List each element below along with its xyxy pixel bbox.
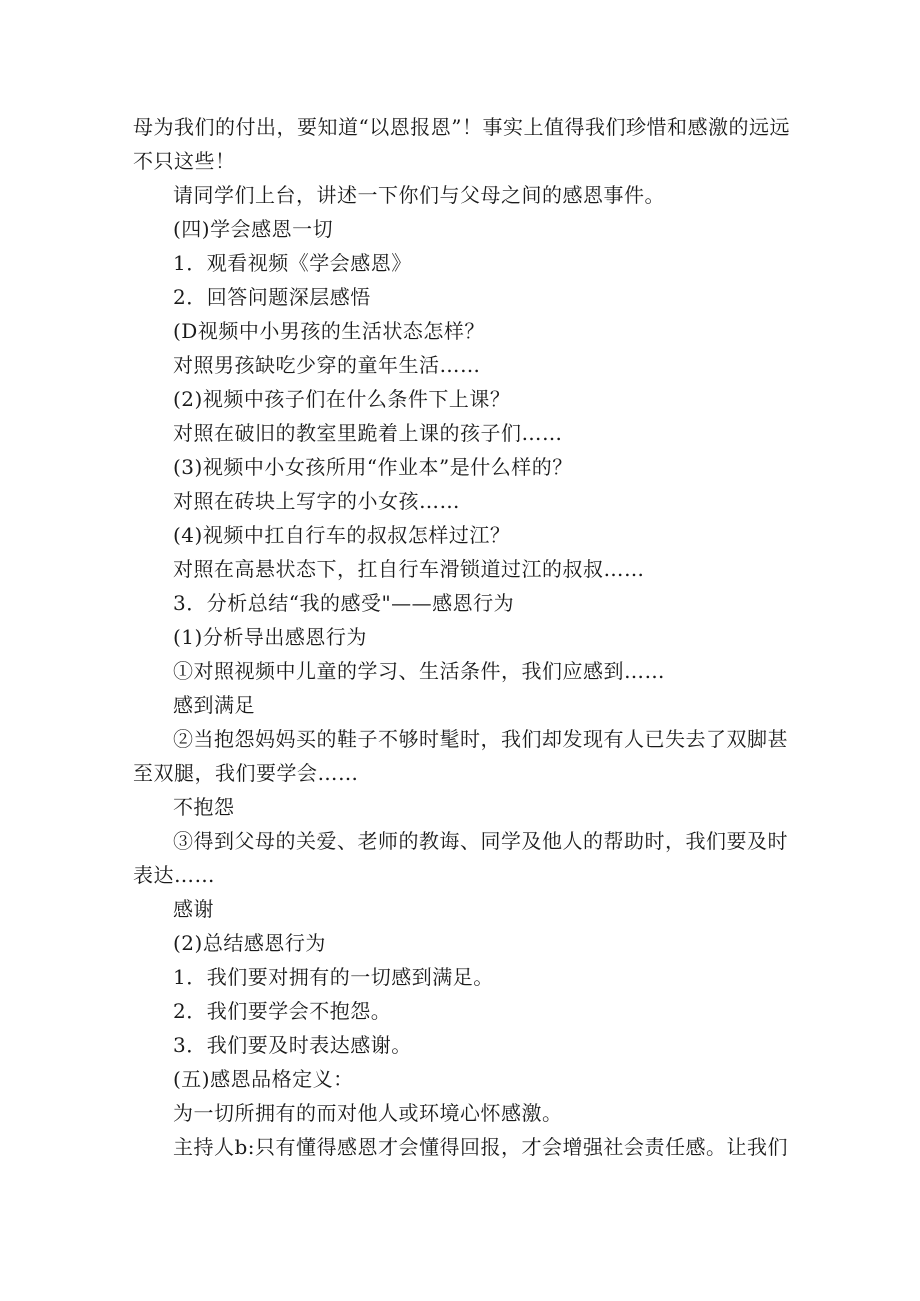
text-line: (3)视频中小女孩所用“作业本”是什么样的？	[173, 455, 573, 479]
text-line: 1．我们要对拥有的一切感到满足。	[173, 965, 494, 989]
text-line: 感谢	[173, 897, 214, 921]
text-line: ①对照视频中儿童的学习、生活条件，我们应感到……	[173, 659, 665, 683]
text-line: (4)视频中扛自行车的叔叔怎样过江？	[173, 523, 511, 547]
text-line: 对照在高悬状态下，扛自行车滑锁道过江的叔叔……	[173, 557, 645, 581]
text-line: 1．观看视频《学会感恩》	[173, 251, 412, 275]
text-line: 请同学们上台，讲述一下你们与父母之间的感恩事件。	[173, 183, 665, 207]
text-line: 感到满足	[173, 693, 255, 717]
text-line: (2)视频中孩子们在什么条件下上课？	[173, 387, 511, 411]
text-line: 2．我们要学会不抱怨。	[173, 999, 392, 1023]
text-line: ③得到父母的关爱、老师的教诲、同学及他人的帮助时，我们要及时	[173, 829, 788, 853]
text-line: 不抱怨	[173, 795, 235, 819]
text-line: 对照在砖块上写字的小女孩……	[173, 489, 460, 513]
document-body	[133, 110, 793, 1164]
text-line: 为一切所拥有的而对他人或环境心怀感激。	[173, 1101, 563, 1125]
text-line: (五)感恩品格定义：	[173, 1067, 354, 1091]
text-line: 3．分析总结“我的感受"——感恩行为	[173, 591, 515, 615]
text-line: ②当抱怨妈妈买的鞋子不够时髦时，我们却发现有人已失去了双脚甚	[173, 727, 788, 751]
text-line: (1)分析导出感恩行为	[173, 625, 367, 649]
text-line: 母为我们的付出，要知道“以恩报恩”！事实上值得我们珍惜和感激的远远	[133, 115, 790, 139]
text-line: 不只这些！	[133, 149, 236, 173]
text-line: 至双腿，我们要学会……	[133, 761, 359, 785]
text-line: (D视频中小男孩的生活状态怎样？	[173, 319, 485, 343]
text-line: 表达……	[133, 863, 215, 887]
text-line: (2)总结感恩行为	[173, 931, 326, 955]
text-line: 对照在破旧的教室里跪着上课的孩子们……	[173, 421, 563, 445]
text-line: (四)学会感恩一切	[173, 217, 334, 241]
text-line: 对照男孩缺吃少穿的童年生活……	[173, 353, 481, 377]
text-line: 主持人b:只有懂得感恩才会懂得回报，才会增强社会责任感。让我们	[173, 1135, 789, 1159]
text-line: 3．我们要及时表达感谢。	[173, 1033, 412, 1057]
text-line: 2．回答问题深层感悟	[173, 285, 371, 309]
